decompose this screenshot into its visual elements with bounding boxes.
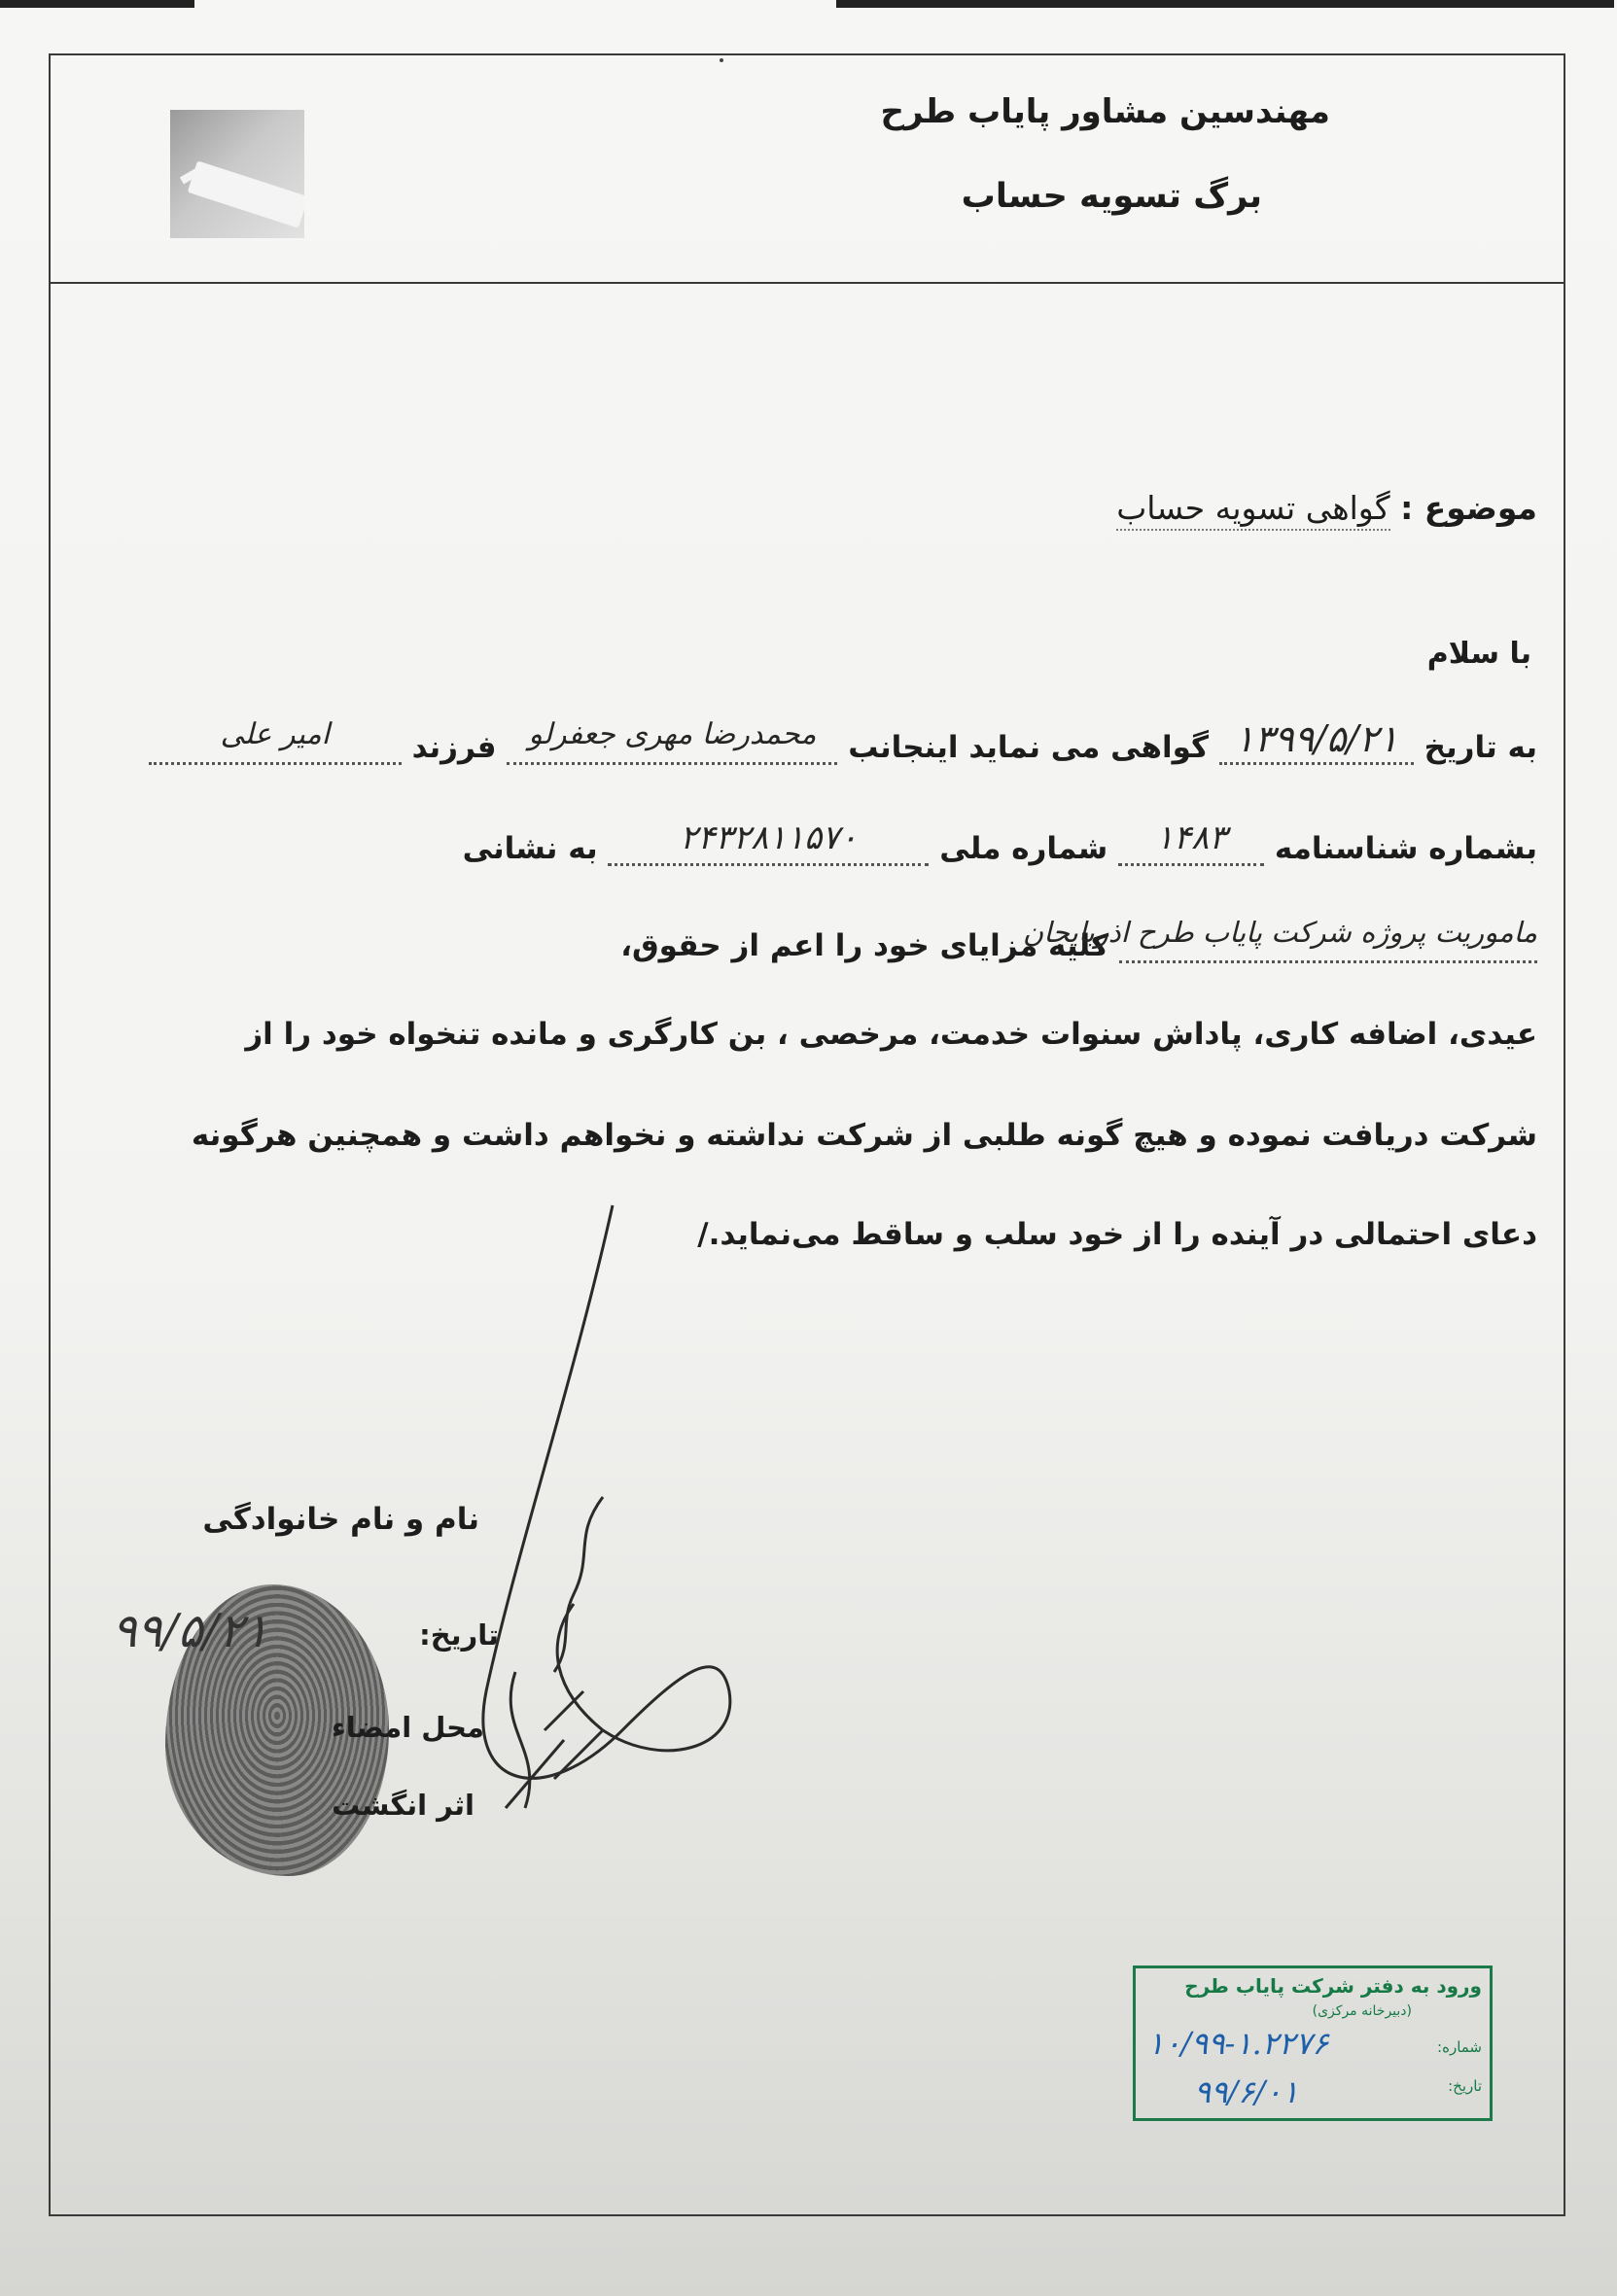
body-line-6: دعای احتمالی در آینده را از خود سلب و ساقط می‌نماید./ [697,1217,1537,1252]
handwritten-signature-date: ۹۹/۵/۲۱ [112,1604,269,1658]
body-line-1: به تاریخ ۱۳۹۹/۵/۲۱ گواهی می نماید اینجانب محمدرضا مهری جعفرلو فرزند امیر علی [149,717,1537,765]
handwritten-name: محمدرضا مهری جعفرلو [507,717,837,765]
body-line-4: عیدی، اضافه کاری، پاداش سنوات خدمت، مرخصی ، بن کارگری و مانده تنخواه خود را از [245,1017,1537,1052]
stamp-date-label: تاریخ: [1448,2077,1482,2095]
body-line-2: بشماره شناسنامه ۱۴۸۳ شماره ملی ۲۴۳۲۸۱۱۵۷۰ به نشانی [462,818,1537,866]
stamp-title: ورود به دفتر شرکت پایاب طرح [1184,1974,1482,1998]
thumbprint-label: اثر انگشت [332,1789,475,1822]
handwritten-date: ۱۳۹۹/۵/۲۱ [1219,717,1414,765]
stamp-number-label: شماره: [1437,2038,1482,2056]
header-divider [49,282,1565,284]
handwritten-id-number: ۱۴۸۳ [1118,818,1264,866]
subject-line [1116,489,1537,527]
company-name: مهندسین مشاور پایاب طرح [880,92,1330,131]
stamp-subtitle: (دبیرخانه مرکزی) [1312,2003,1412,2019]
handwritten-signature [428,1186,836,1886]
handwritten-father-name: امیر علی [149,717,402,765]
greeting: با سلام [1426,637,1531,671]
body-line-3: ماموریت پروژه شرکت پایاب طرح اذربایجان کلیه مزایای خود را اعم از حقوق، [620,916,1537,963]
subject-label: موضوع : [1400,489,1537,527]
handwritten-national-id: ۲۴۳۲۸۱۱۵۷۰ [608,818,929,866]
signature-place-label: محل امضاء [331,1711,484,1744]
stamp-date-value: ۹۹/۶/۰۱ [1194,2073,1299,2110]
stamp-number-value: ۱۰/۹۹-۱.۲۲۷۶ [1147,2025,1329,2062]
signature-date-label: تاریخ: [419,1618,499,1652]
scan-edge-mark [836,0,1614,8]
company-logo [170,110,304,238]
scan-edge-mark [0,0,194,8]
form-title: برگ تسویه حساب [961,177,1262,216]
body-line-5: شرکت دریافت نموده و هیچ گونه طلبی از شرکت نداشته و نخواهم داشت و همچنین هرگونه [191,1118,1537,1153]
handwritten-address: ماموریت پروژه شرکت پایاب طرح اذربایجان [1119,916,1537,963]
signature-name-label: نام و نام خانوادگی [202,1502,479,1537]
registration-stamp [1133,1966,1493,2121]
subject-value: گواهی تسویه حساب [1116,489,1389,531]
